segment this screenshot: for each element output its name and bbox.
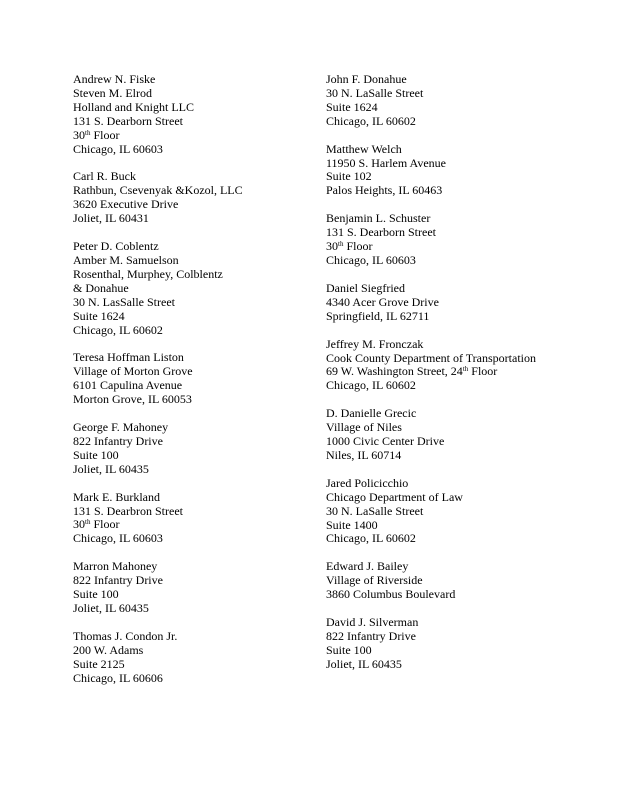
address-block	[73, 170, 303, 226]
address-line	[326, 87, 606, 101]
address-line	[326, 658, 606, 672]
address-line	[326, 588, 606, 602]
address-block	[326, 282, 606, 324]
address-line	[326, 421, 606, 435]
address-block	[326, 73, 606, 129]
address-line	[73, 365, 303, 379]
address-line	[326, 532, 606, 546]
address-text: & Donahue	[73, 280, 129, 295]
address-line	[73, 115, 303, 129]
address-text: Suite 100	[326, 642, 372, 657]
address-line	[326, 226, 606, 240]
address-text: Springfield, IL 62711	[326, 308, 430, 323]
recipient-name	[326, 338, 606, 352]
address-line	[73, 212, 303, 226]
address-line	[326, 254, 606, 268]
recipient-name	[73, 560, 303, 574]
address-line	[326, 505, 606, 519]
address-line	[73, 310, 303, 324]
address-line	[73, 435, 303, 449]
address-text: Steven M. Elrod	[73, 85, 152, 100]
address-text: Jeffrey M. Fronczak	[326, 336, 424, 351]
address-text: 30	[73, 127, 85, 142]
address-line	[326, 352, 606, 366]
address-text: Rathbun, Csevenyak &Kozol, LLC	[73, 183, 243, 198]
address-text: Chicago, IL 60603	[73, 141, 163, 156]
recipient-name	[73, 630, 303, 644]
address-text: 30 N. LaSalle Street	[326, 85, 424, 100]
address-block	[73, 560, 303, 616]
address-text: Amber M. Samuelson	[73, 252, 179, 267]
recipient-name	[326, 282, 606, 296]
address-text: Joliet, IL 60435	[73, 601, 149, 615]
address-text: Thomas J. Condon Jr.	[73, 628, 178, 643]
address-line	[73, 324, 303, 338]
address-text: Chicago, IL 60603	[73, 531, 163, 546]
address-line	[73, 101, 303, 115]
address-text: 30 N. LaSalle Street	[326, 503, 424, 518]
address-line	[73, 658, 303, 672]
address-text: Peter D. Coblentz	[73, 239, 159, 254]
address-block	[326, 407, 606, 463]
address-text: 3620 Executive Drive	[73, 197, 179, 212]
address-line	[73, 463, 303, 477]
address-text: John F. Donahue	[326, 72, 407, 86]
address-text: Suite 1624	[73, 308, 125, 323]
address-line	[326, 296, 606, 310]
address-text: Suite 100	[73, 587, 119, 602]
address-line	[73, 532, 303, 546]
address-line	[73, 296, 303, 310]
address-text: Chicago Department of Law	[326, 489, 463, 504]
address-text: Suite 1624	[326, 99, 378, 114]
ordinal-suffix: th	[338, 240, 344, 249]
address-text: 200 W. Adams	[73, 642, 144, 657]
recipient-name	[73, 421, 303, 435]
ordinal-suffix: th	[85, 128, 91, 137]
address-text: 131 S. Dearborn Street	[73, 113, 183, 128]
recipient-name	[326, 73, 606, 87]
address-text: Edward J. Bailey	[326, 559, 409, 574]
address-text: 1000 Civic Center Drive	[326, 434, 445, 449]
address-text: 131 S. Dearborn Street	[326, 225, 436, 240]
address-line	[326, 435, 606, 449]
address-text: 4340 Acer Grove Drive	[326, 294, 439, 309]
address-text: David J. Silverman	[326, 615, 419, 630]
recipient-name	[73, 73, 303, 87]
address-text: Matthew Welch	[326, 141, 402, 156]
address-text: Chicago, IL 60602	[326, 113, 416, 128]
address-line	[326, 449, 606, 463]
recipient-name	[326, 616, 606, 630]
address-line	[73, 129, 303, 143]
address-text: 822 Infantry Drive	[73, 573, 163, 588]
address-line	[73, 87, 303, 101]
address-text: 131 S. Dearbron Street	[73, 503, 183, 518]
address-text: Joliet, IL 60431	[73, 211, 149, 226]
recipient-name	[73, 170, 303, 184]
address-text: Village of Morton Grove	[73, 364, 193, 379]
address-block	[73, 351, 303, 407]
address-text-rest: Floor	[90, 127, 120, 142]
address-text: 30 N. LasSalle Street	[73, 294, 175, 309]
address-line	[73, 672, 303, 686]
recipient-name	[73, 491, 303, 505]
address-text: Suite 1400	[326, 517, 378, 532]
address-text: Chicago, IL 60602	[326, 378, 416, 393]
address-line	[326, 184, 606, 198]
address-text: Chicago, IL 60602	[73, 322, 163, 337]
address-line	[73, 505, 303, 519]
address-text: 69 W. Washington Street, 24	[326, 364, 463, 379]
address-text: Teresa Hoffman Liston	[73, 350, 184, 365]
address-block	[73, 491, 303, 547]
address-text: 3860 Columbus Boulevard	[326, 587, 456, 602]
address-line	[326, 519, 606, 533]
recipient-name	[326, 212, 606, 226]
address-block	[326, 616, 606, 672]
address-line	[73, 143, 303, 157]
address-text: Carl R. Buck	[73, 169, 136, 184]
address-line	[326, 365, 606, 379]
address-text: Joliet, IL 60435	[326, 656, 402, 671]
address-text-rest: Floor	[468, 364, 498, 379]
recipient-name	[73, 240, 303, 254]
address-text: 6101 Capulina Avenue	[73, 378, 183, 393]
address-text: Palos Heights, IL 60463	[326, 183, 443, 198]
address-text: Suite 100	[73, 447, 119, 462]
address-text: 822 Infantry Drive	[326, 629, 416, 643]
address-text: Mark E. Burkland	[73, 489, 160, 504]
address-text: Chicago, IL 60602	[326, 531, 416, 546]
address-text: Rosenthal, Murphey, Colblentz	[73, 266, 223, 281]
address-text: 822 Infantry Drive	[73, 433, 163, 448]
address-block	[73, 73, 303, 156]
recipient-name	[326, 477, 606, 491]
address-block	[326, 338, 606, 394]
address-text: Jared Policicchio	[326, 475, 409, 490]
address-text: Cook County Department of Transportation	[326, 350, 536, 365]
address-line	[73, 449, 303, 463]
address-text: Chicago, IL 60606	[73, 670, 163, 685]
address-text: D. Danielle Grecic	[326, 406, 417, 421]
address-text: Holland and Knight LLC	[73, 99, 194, 114]
address-text-rest: Floor	[90, 517, 120, 532]
address-block	[326, 143, 606, 199]
address-line	[73, 254, 303, 268]
left-address-column	[73, 73, 303, 700]
address-line	[73, 644, 303, 658]
address-line	[326, 310, 606, 324]
address-text: Suite 102	[326, 169, 372, 184]
recipient-name	[326, 143, 606, 157]
address-block	[326, 477, 606, 547]
address-line	[326, 379, 606, 393]
recipient-name	[326, 407, 606, 421]
address-line	[73, 198, 303, 212]
address-line	[326, 170, 606, 184]
right-address-column	[326, 73, 606, 686]
address-line	[73, 574, 303, 588]
address-text: 30	[326, 239, 338, 254]
recipient-name	[326, 560, 606, 574]
address-text: Suite 2125	[73, 656, 125, 671]
address-block	[326, 560, 606, 602]
address-block	[73, 421, 303, 477]
address-text: Joliet, IL 60435	[73, 461, 149, 476]
ordinal-suffix: th	[462, 365, 469, 374]
address-text: Village of Niles	[326, 420, 402, 435]
recipient-name	[73, 351, 303, 365]
address-line	[73, 602, 303, 616]
address-text: 30	[73, 517, 85, 532]
address-text: Niles, IL 60714	[326, 447, 402, 462]
address-line	[326, 644, 606, 658]
address-line	[73, 518, 303, 532]
address-line	[326, 157, 606, 171]
address-text-rest: Floor	[343, 239, 373, 254]
address-line	[73, 379, 303, 393]
address-line	[326, 240, 606, 254]
address-line	[73, 588, 303, 602]
address-text: Marron Mahoney	[73, 559, 158, 574]
address-text: Morton Grove, IL 60053	[73, 392, 192, 407]
address-text: Benjamin L. Schuster	[326, 211, 431, 226]
address-line	[326, 574, 606, 588]
address-line	[73, 282, 303, 296]
address-text: Village of Riverside	[326, 573, 423, 588]
address-line	[326, 491, 606, 505]
address-text: Andrew N. Fiske	[73, 72, 156, 86]
address-block	[326, 212, 606, 268]
address-text: George F. Mahoney	[73, 420, 169, 435]
address-line	[326, 101, 606, 115]
address-line	[326, 630, 606, 644]
address-text: Daniel Siegfried	[326, 280, 405, 295]
ordinal-suffix: th	[85, 518, 91, 527]
address-block	[73, 240, 303, 337]
address-line	[73, 268, 303, 282]
address-line	[73, 393, 303, 407]
address-line	[326, 115, 606, 129]
address-line	[73, 184, 303, 198]
address-block	[73, 630, 303, 686]
address-text: Chicago, IL 60603	[326, 252, 416, 267]
address-text: 11950 S. Harlem Avenue	[326, 155, 446, 170]
